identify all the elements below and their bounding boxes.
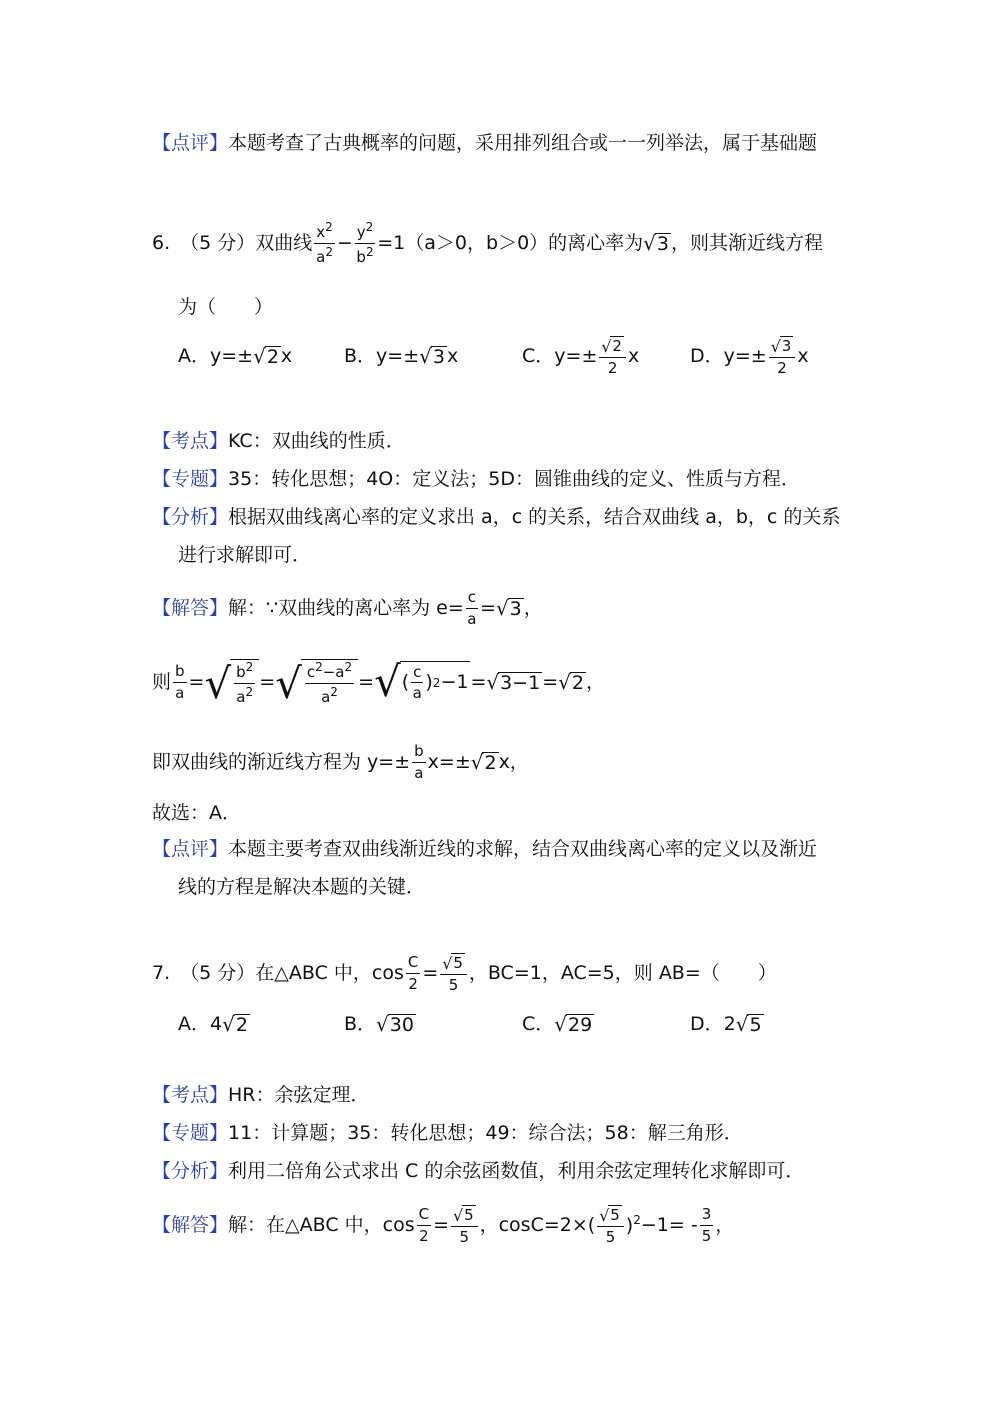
tag-review: 【点评】 — [152, 132, 229, 154]
question-7-stem: 7. （5 分）在△ABC 中，cos $\frac{C}{2}$ = √ 5 5 ，BC=1，AC=5，则 AB=（ ） — [152, 953, 777, 994]
question-condition: =1（a＞0，b＞0）的离心率为 — [377, 231, 644, 254]
fraction-x2-a2: $\frac{x^2}{a^2}$ — [316, 220, 333, 266]
q6-zhuanti: 【专题】 35：转化思想；4O：定义法；5D：圆锥曲线的定义、性质与方程． — [152, 468, 800, 490]
question-number: 7. — [152, 961, 171, 984]
question-6-line2: 为（ ） — [178, 296, 274, 318]
option-a[interactable]: A． y=± √ 2 x — [178, 344, 293, 369]
question-tail: ，则其渐近线方程 — [670, 231, 823, 254]
q6-asymptote: 即双曲线的渐近线方程为 y=± $\frac{b}{a}$ x=± √ 2 x， — [152, 742, 529, 782]
q7-zhuanti: 【专题】 11：计算题；35：转化思想；49：综合法；58：解三角形． — [152, 1122, 743, 1144]
review-q5 — [152, 134, 817, 153]
sqrt-3: √ 3 — [643, 230, 669, 255]
sqrt-icon: √ 3 — [419, 344, 445, 369]
sqrt-icon: √ 2 — [253, 344, 279, 369]
q7-jieda: 【解答】 解：在△ABC 中，cos $\frac{C}{2}$ = √ 5 5 ，cosC=2× ( √ 5 5 )$^2$ −1= - $\frac{3}{5}$ ， — [152, 1205, 735, 1246]
q7-kaodian: 【考点】 HR：余弦定理． — [152, 1084, 370, 1106]
option-d[interactable]: D． 2 √ 5 — [690, 1012, 762, 1037]
q6-fenxi-line2: 进行求解即可． — [178, 544, 312, 566]
q7-fenxi: 【分析】 利用二倍角公式求出 C 的余弦函数值，利用余弦定理转化求解即可． — [152, 1160, 805, 1182]
question-number: 6. — [152, 231, 171, 254]
option-b[interactable]: B． √ 30 — [344, 1012, 414, 1037]
option-d[interactable]: D． y=± √ 3 2 x — [690, 336, 809, 377]
q6-answer: 故选：A． — [152, 802, 241, 824]
option-b[interactable]: B． y=± √ 3 x — [344, 344, 459, 369]
q6-dianping: 【点评】 本题主要考查双曲线渐近线的求解，结合双曲线离心率的定义以及渐近 — [152, 838, 818, 860]
question-score: （5 分）双曲线 — [180, 231, 313, 254]
q6-kaodian: 【考点】 KC：双曲线的性质． — [152, 430, 405, 452]
q6-derivation: 则 $\frac{b}{a}$ = √ $\frac{b^2}{a^2}$ = √ $\frac{c^2-a^2}{a^2}$ = √ ( $\frac{c}{a}$ ) 2 −1 = √ 3−1 = √ 2 ， — [152, 657, 605, 709]
fraction-y2-b2: $\frac{y^2}{b^2}$ — [356, 220, 374, 266]
q6-jieda: 【解答】 解：∵双曲线的离心率为 e= $\frac{c}{a}$ = √ 3 ， — [152, 588, 543, 628]
option-c[interactable]: C． y=± √ 2 2 x — [522, 336, 640, 377]
review-q5-text: 本题考查了古典概率的问题，采用排列组合或一一列举法，属于基础题 — [228, 132, 818, 154]
q6-dianping-line2: 线的方程是解决本题的关键． — [178, 876, 426, 898]
option-a[interactable]: A． 4 √ 2 — [178, 1012, 248, 1037]
question-6-stem: 6. （5 分）双曲线 $\frac{x^2}{a^2}$ − $\frac{y^2}{b^2}$ =1（a＞0，b＞0）的离心率为 √ 3 ，则其渐近线方程 — [152, 220, 823, 266]
q6-fenxi: 【分析】 根据双曲线离心率的定义求出 a，c 的关系，结合双曲线 a，b，c 的关系 — [152, 506, 841, 528]
option-c[interactable]: C． √ 29 — [522, 1012, 593, 1037]
